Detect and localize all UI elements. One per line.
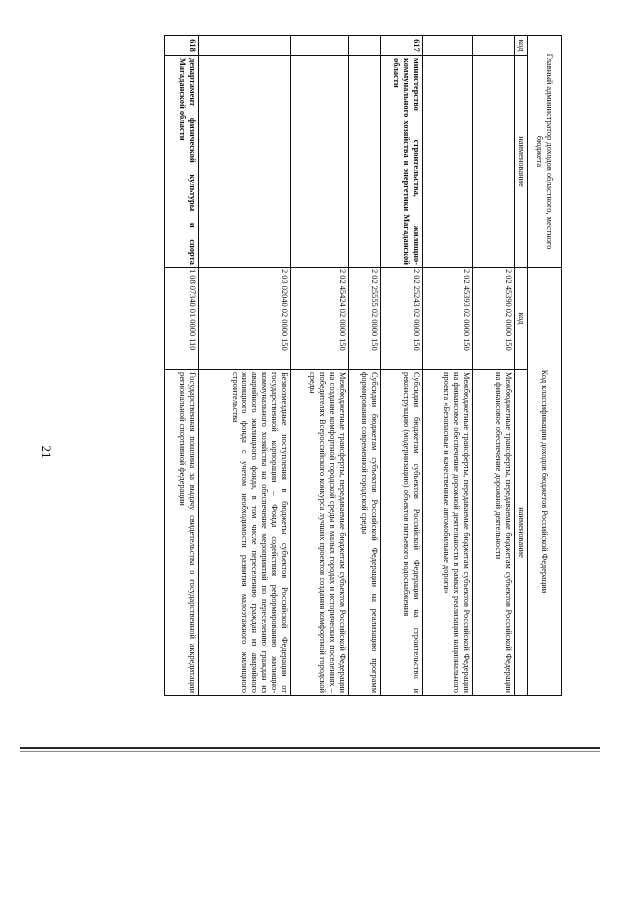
kbk-name-cell: Межбюджетные трансферты, передаваемые бюджетам субъектов Российской Федерации на создание комфортной городской среды в малых городах и исторических поселениях – победителях Всероссийского конкурса лучших проектов создания комфортной городской среды: [291, 370, 349, 696]
admin-name-cell: [349, 56, 381, 268]
header-col-kbk-code: код: [515, 268, 528, 370]
scan-divider-line: [20, 747, 600, 749]
admin-name-cell: [473, 56, 515, 268]
kbk-name-cell: Межбюджетные трансферты, передаваемые бюджетам субъектов Российской Федерации на финансовое обеспечение дорожной деятельности в рамках реализации национального проекта «Безопасные и качественные автомобильные дороги»: [423, 370, 473, 696]
table-row: [381, 36, 423, 696]
kbk-code-cell: 2 02 45390 02 0000 150: [473, 268, 515, 370]
admin-code-cell: [291, 36, 349, 56]
admin-name-cell: [423, 56, 473, 268]
admin-code-cell: [349, 36, 381, 56]
kbk-name-cell: Субсидии бюджетам субъектов Российской Федерации на строительство и реконструкцию (модернизацию) объектов питьевого водоснабжения: [381, 370, 423, 696]
header-col-name: наименование: [515, 56, 528, 268]
admin-name-cell: [291, 56, 349, 268]
table-row: [423, 36, 473, 696]
kbk-name-cell: Безвозмездные поступления в бюджеты субъектов Российской Федерации от государственной корпорации – Фонда содействия реформированию жилищно-коммунального хозяйства на обеспечение мероприятий по переселению граждан из аварийного жилищного фонда, в том числе переселению граждан из аварийного жилищного фонда с учетом необходимости развития малоэтажного жилищного строительства: [199, 370, 291, 696]
kbk-code-cell: 2 02 25243 02 0000 150: [381, 268, 423, 370]
kbk-code-cell: 2 02 45393 02 0000 150: [423, 268, 473, 370]
admin-name-cell: [199, 56, 291, 268]
page-number: 21: [39, 445, 54, 459]
admin-code-cell: [199, 36, 291, 56]
header-col-code: код: [515, 36, 528, 56]
admin-code-cell: 618: [165, 36, 199, 56]
header-col-kbk-name: наименование: [515, 370, 528, 696]
kbk-code-cell: 2 02 25555 02 0000 150: [349, 268, 381, 370]
admin-code-cell: 617: [381, 36, 423, 56]
kbk-code-cell: 1 08 07340 01 0000 110: [165, 268, 199, 370]
header-admin-group: Главный администратор доходов областного, местного бюджета: [528, 36, 562, 268]
kbk-code-cell: 2 03 02040 02 0000 150: [199, 268, 291, 370]
table-row: [473, 36, 515, 696]
admin-name-cell: министерство строительства, жилищно-коммунального хозяйства и энергетики Магаданской области: [381, 56, 423, 268]
revenue-classification-table: [164, 35, 562, 696]
admin-code-cell: [423, 36, 473, 56]
kbk-name-cell: Межбюджетные трансферты, передаваемые бюджетам субъектов Российской Федерации на финансовое обеспечение дорожной деятельности: [473, 370, 515, 696]
kbk-code-cell: 2 02 45424 02 0000 150: [291, 268, 349, 370]
header-code-group: Код классификации доходов бюджетов Российской Федерации: [528, 268, 562, 696]
kbk-name-cell: Государственная пошлина за выдачу свидетельства о государственной аккредитации региональной спортивной федерации: [165, 370, 199, 696]
admin-name-cell: департамент физической культуры и спорта Магаданской области: [165, 56, 199, 268]
table-row: [291, 36, 349, 696]
scan-divider-line-thin: [20, 751, 600, 752]
table-row: [165, 36, 199, 696]
admin-code-cell: [473, 36, 515, 56]
rotated-page-content: [97, 35, 562, 695]
table-row: [199, 36, 291, 696]
table-row: [349, 36, 381, 696]
kbk-name-cell: Субсидии бюджетам субъектов Российской Федерации на реализацию программ формирования современной городской среды: [349, 370, 381, 696]
